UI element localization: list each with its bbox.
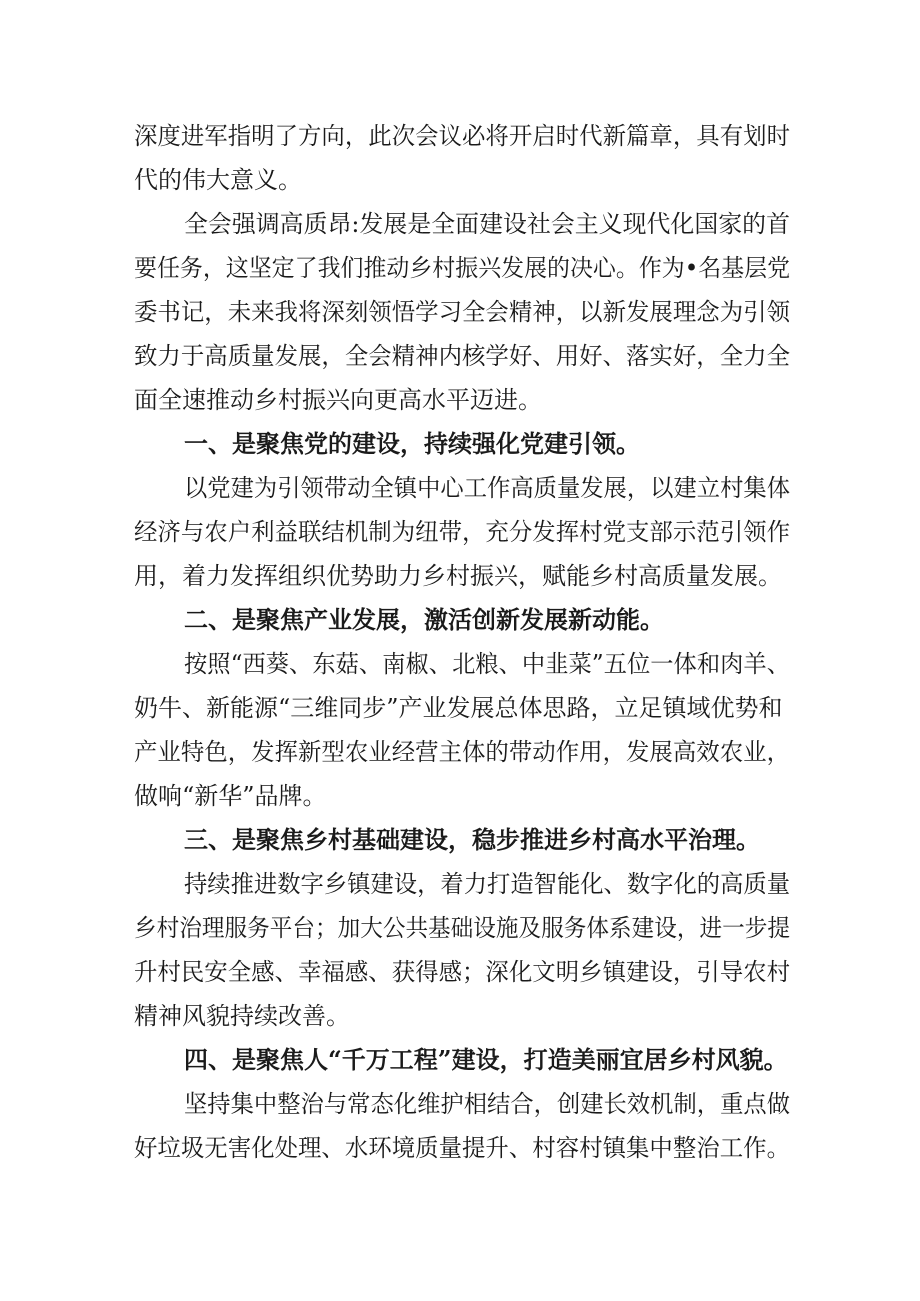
text-line: 精神风貌持续改善。	[134, 1002, 350, 1030]
text-line: 坚持集中整治与常态化维护相结合，创建长效机制，重点做	[184, 1090, 791, 1118]
section-heading: 一、是聚焦党的建设，持续强化党建引领。	[184, 429, 640, 458]
text-line: 用，着力发挥组织优势助力乡村振兴，赋能乡村高质量发展。	[134, 562, 782, 590]
text-line: 要任务，这坚定了我们推动乡村振兴发展的决心。作为•名基层党	[134, 254, 791, 282]
text-line: 持续推进数字乡镇建设，着力打造智能化、数字化的高质量	[184, 870, 791, 898]
text-line: 奶牛、新能源“三维同步”产业发展总体思路，立足镇域优势和	[134, 694, 783, 722]
text-line: 好垃圾无害化处理、水环境质量提升、村容村镇集中整治工作。	[134, 1134, 791, 1162]
text-line: 面全速推动乡村振兴向更高水平迈进。	[134, 386, 542, 414]
section-heading: 二、是聚焦产业发展，激活创新发展新动能。	[184, 605, 664, 634]
section-heading: 三、是聚焦乡村基础建设，稳步推进乡村高水平治理。	[184, 825, 760, 854]
section-heading: 四、是聚焦人“千万工程”建设，打造美丽宜居乡村风貌。	[184, 1045, 788, 1074]
text-line: 代的伟大意义。	[134, 166, 302, 194]
text-line: 产业特色，发挥新型农业经营主体的带动作用，发展高效农业，	[134, 738, 791, 766]
text-line: 委书记，未来我将深刻领悟学习全会精神，以新发展理念为引领	[134, 298, 791, 326]
text-line: 乡村治理服务平台；加大公共基础设施及服务体系建设，进一步提	[134, 914, 790, 942]
text-line: 以党建为引领带动全镇中心工作高质量发展，以建立村集体	[184, 474, 791, 502]
text-line: 深度进军指明了方向，此次会议必将开启时代新篇章，具有划时	[134, 122, 791, 150]
text-line: 做响“新华”品牌。	[134, 782, 327, 810]
text-line: 全会强调高质昂:发展是全面建设社会主义现代化国家的首	[184, 210, 791, 238]
text-line: 致力于高质量发展，全会精神内核学好、用好、落实好，全力全	[134, 342, 791, 370]
text-line: 按照“西葵、东菇、南椒、北粮、中韭菜”五位一体和肉羊、	[184, 650, 790, 678]
text-line: 经济与农户利益联结机制为纽带，充分发挥村党支部示范引领作	[134, 518, 791, 546]
text-line: 升村民安全感、幸福感、获得感；深化文明乡镇建设，引导农村	[134, 958, 791, 986]
